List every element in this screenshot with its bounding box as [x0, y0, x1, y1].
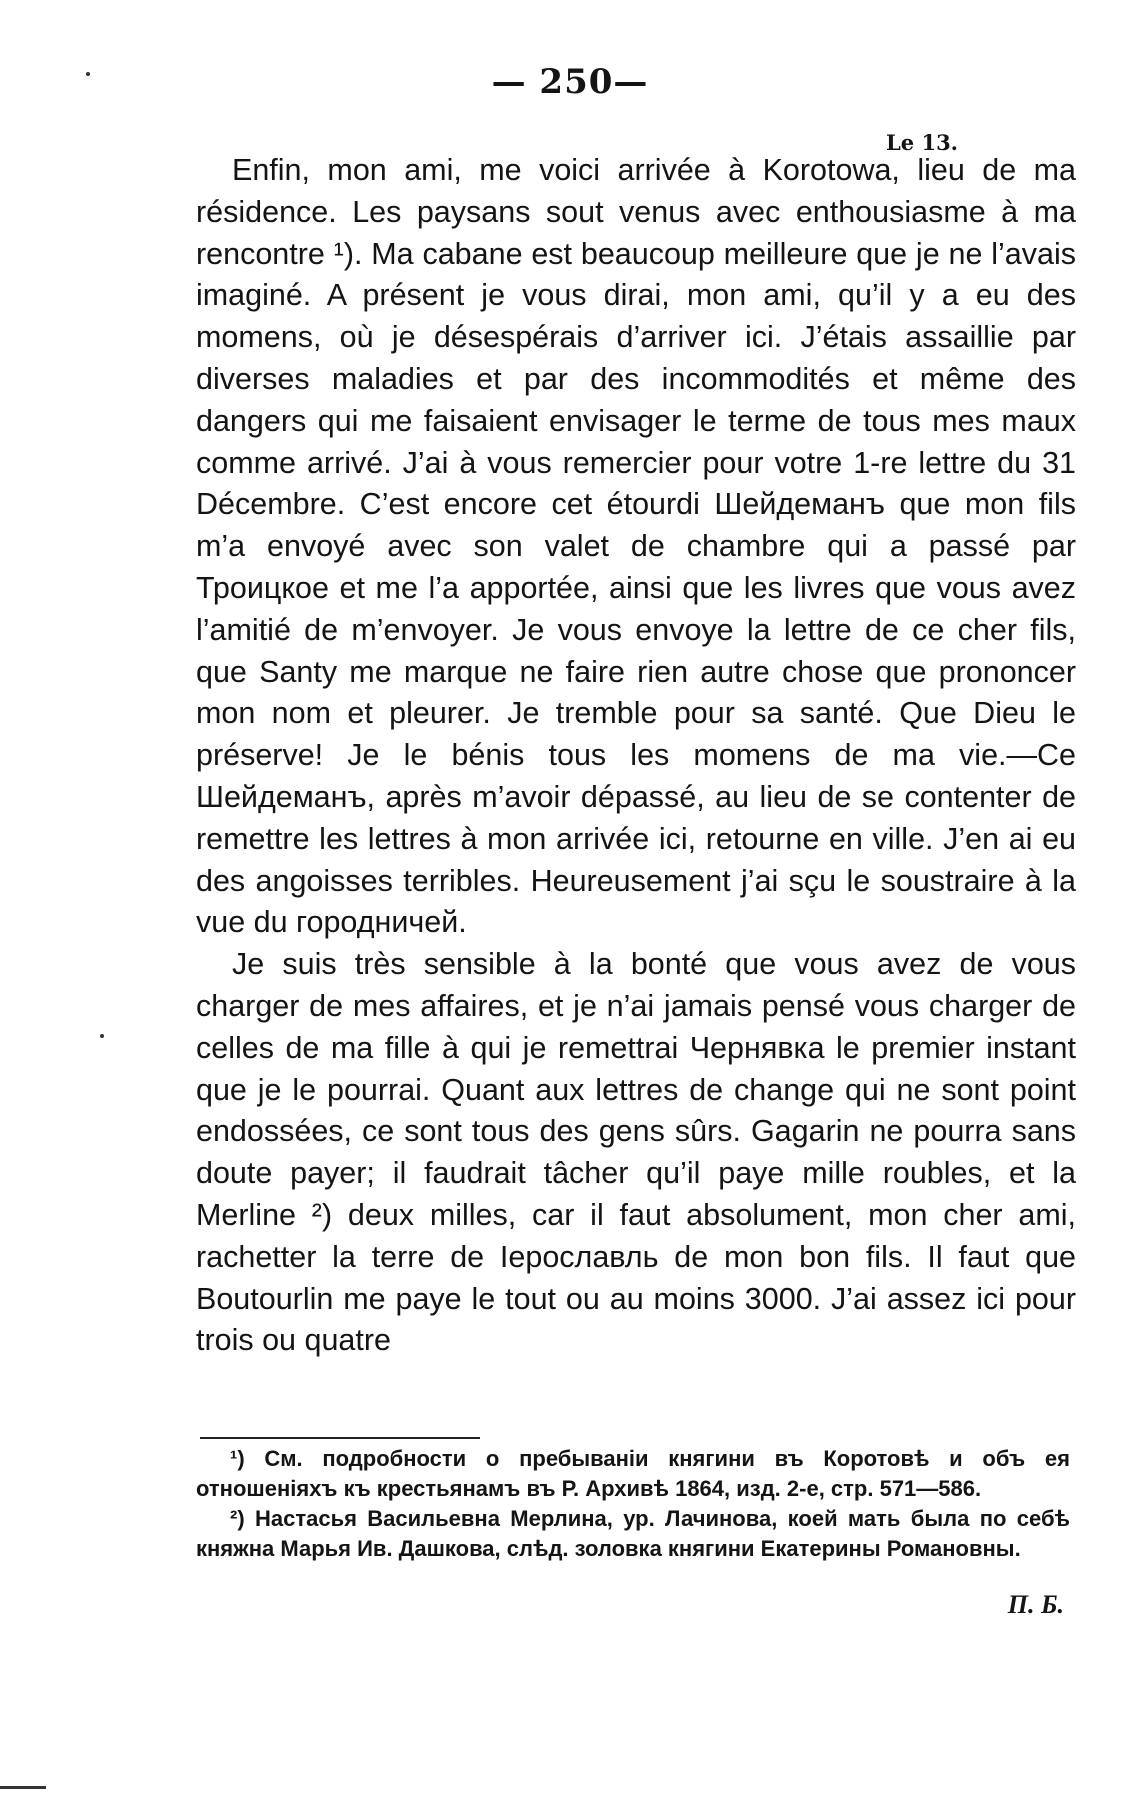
- scan-speck: [86, 72, 90, 76]
- scan-speck: [100, 1034, 104, 1038]
- scan-edge-mark: [0, 1786, 46, 1789]
- letter-body: [196, 150, 1076, 1362]
- footnote-1: ¹) См. подробности о пребываніи княгини въ Коротовѣ и объ ея отношеніяхъ къ крестьянамъ въ Р. Архивѣ 1864, изд. 2-е, стр. 571—586.: [196, 1446, 1070, 1501]
- footnotes: [196, 1444, 1070, 1646]
- paragraph-1: Enfin, mon ami, me voici arrivée à Korotowa, lieu de ma résidence. Les paysans sout venus avec enthousiasme à ma rencontre ¹). Ma cabane est beaucoup meilleure que je ne l’avais imaginé. A présent je vous dirai, mon ami, qu’il y a eu des momens, où je désespérais d’arriver ici. J’étais assaillie par diverses maladies et par des incommodités et même des dangers qui me faisaient envisager le terme de tous mes maux comme arrivé. J’ai à vous remercier pour votre 1-re lettre du 31 Décembre. C’est encore cet étourdi Шейдеманъ que mon fils m’a envoyé avec son valet de chambre qui a passé par Троицкое et me l’a apportée, ainsi que les livres que vous avez l’amitié de m’envoyer. Je vous envoye la lettre de ce cher fils, que Santy me marque ne faire rien autre chose que prononcer mon nom et pleurer. Je tremble pour sa santé. Que Dieu le préserve! Je le bénis tous les momens de ma vie.—Ce Шейдеманъ, après m’avoir dépassé, au lieu de se contenter de remettre les lettres à mon arrivée ici, retourne en ville. J’en ai eu des angoisses terribles. Heureusement j’ai sçu le soustraire à la vue du городничей.: [196, 153, 1076, 940]
- paragraph-2: Je suis très sensible à la bonté que vous avez de vous charger de mes affaires, et je n’ai jamais pensé vous charger de celles de ma fille à qui je remettrai Чернявка le premier instant que je le pourrai. Quant aux lettres de change qui ne sont point endossées, ce sont tous des gens sûrs. Gagarin ne pourra sans doute payer; il faudrait tâcher qu’il paye mille roubles, et la Merline ²) deux milles, car il faut absolument, mon cher ami, rachetter la terre de Іерославль de mon bon fils. Il faut que Boutourlin me paye le tout ou au moins 3000. J’ai assez ici pour trois ou quatre: [196, 947, 1076, 1358]
- editor-signature: П. Б.: [1007, 1590, 1064, 1619]
- letter-date: Le 13.: [886, 130, 958, 155]
- footnote-2: ²) Настасья Васильевна Мерлина, ур. Лачинова, коей мать была по себѣ княжна Марья Ив. Дашкова, слѣд. золовка княгини Екатерины Романовны.: [196, 1506, 1070, 1561]
- page-number: — 250—: [491, 62, 649, 102]
- footnote-divider: [200, 1437, 480, 1439]
